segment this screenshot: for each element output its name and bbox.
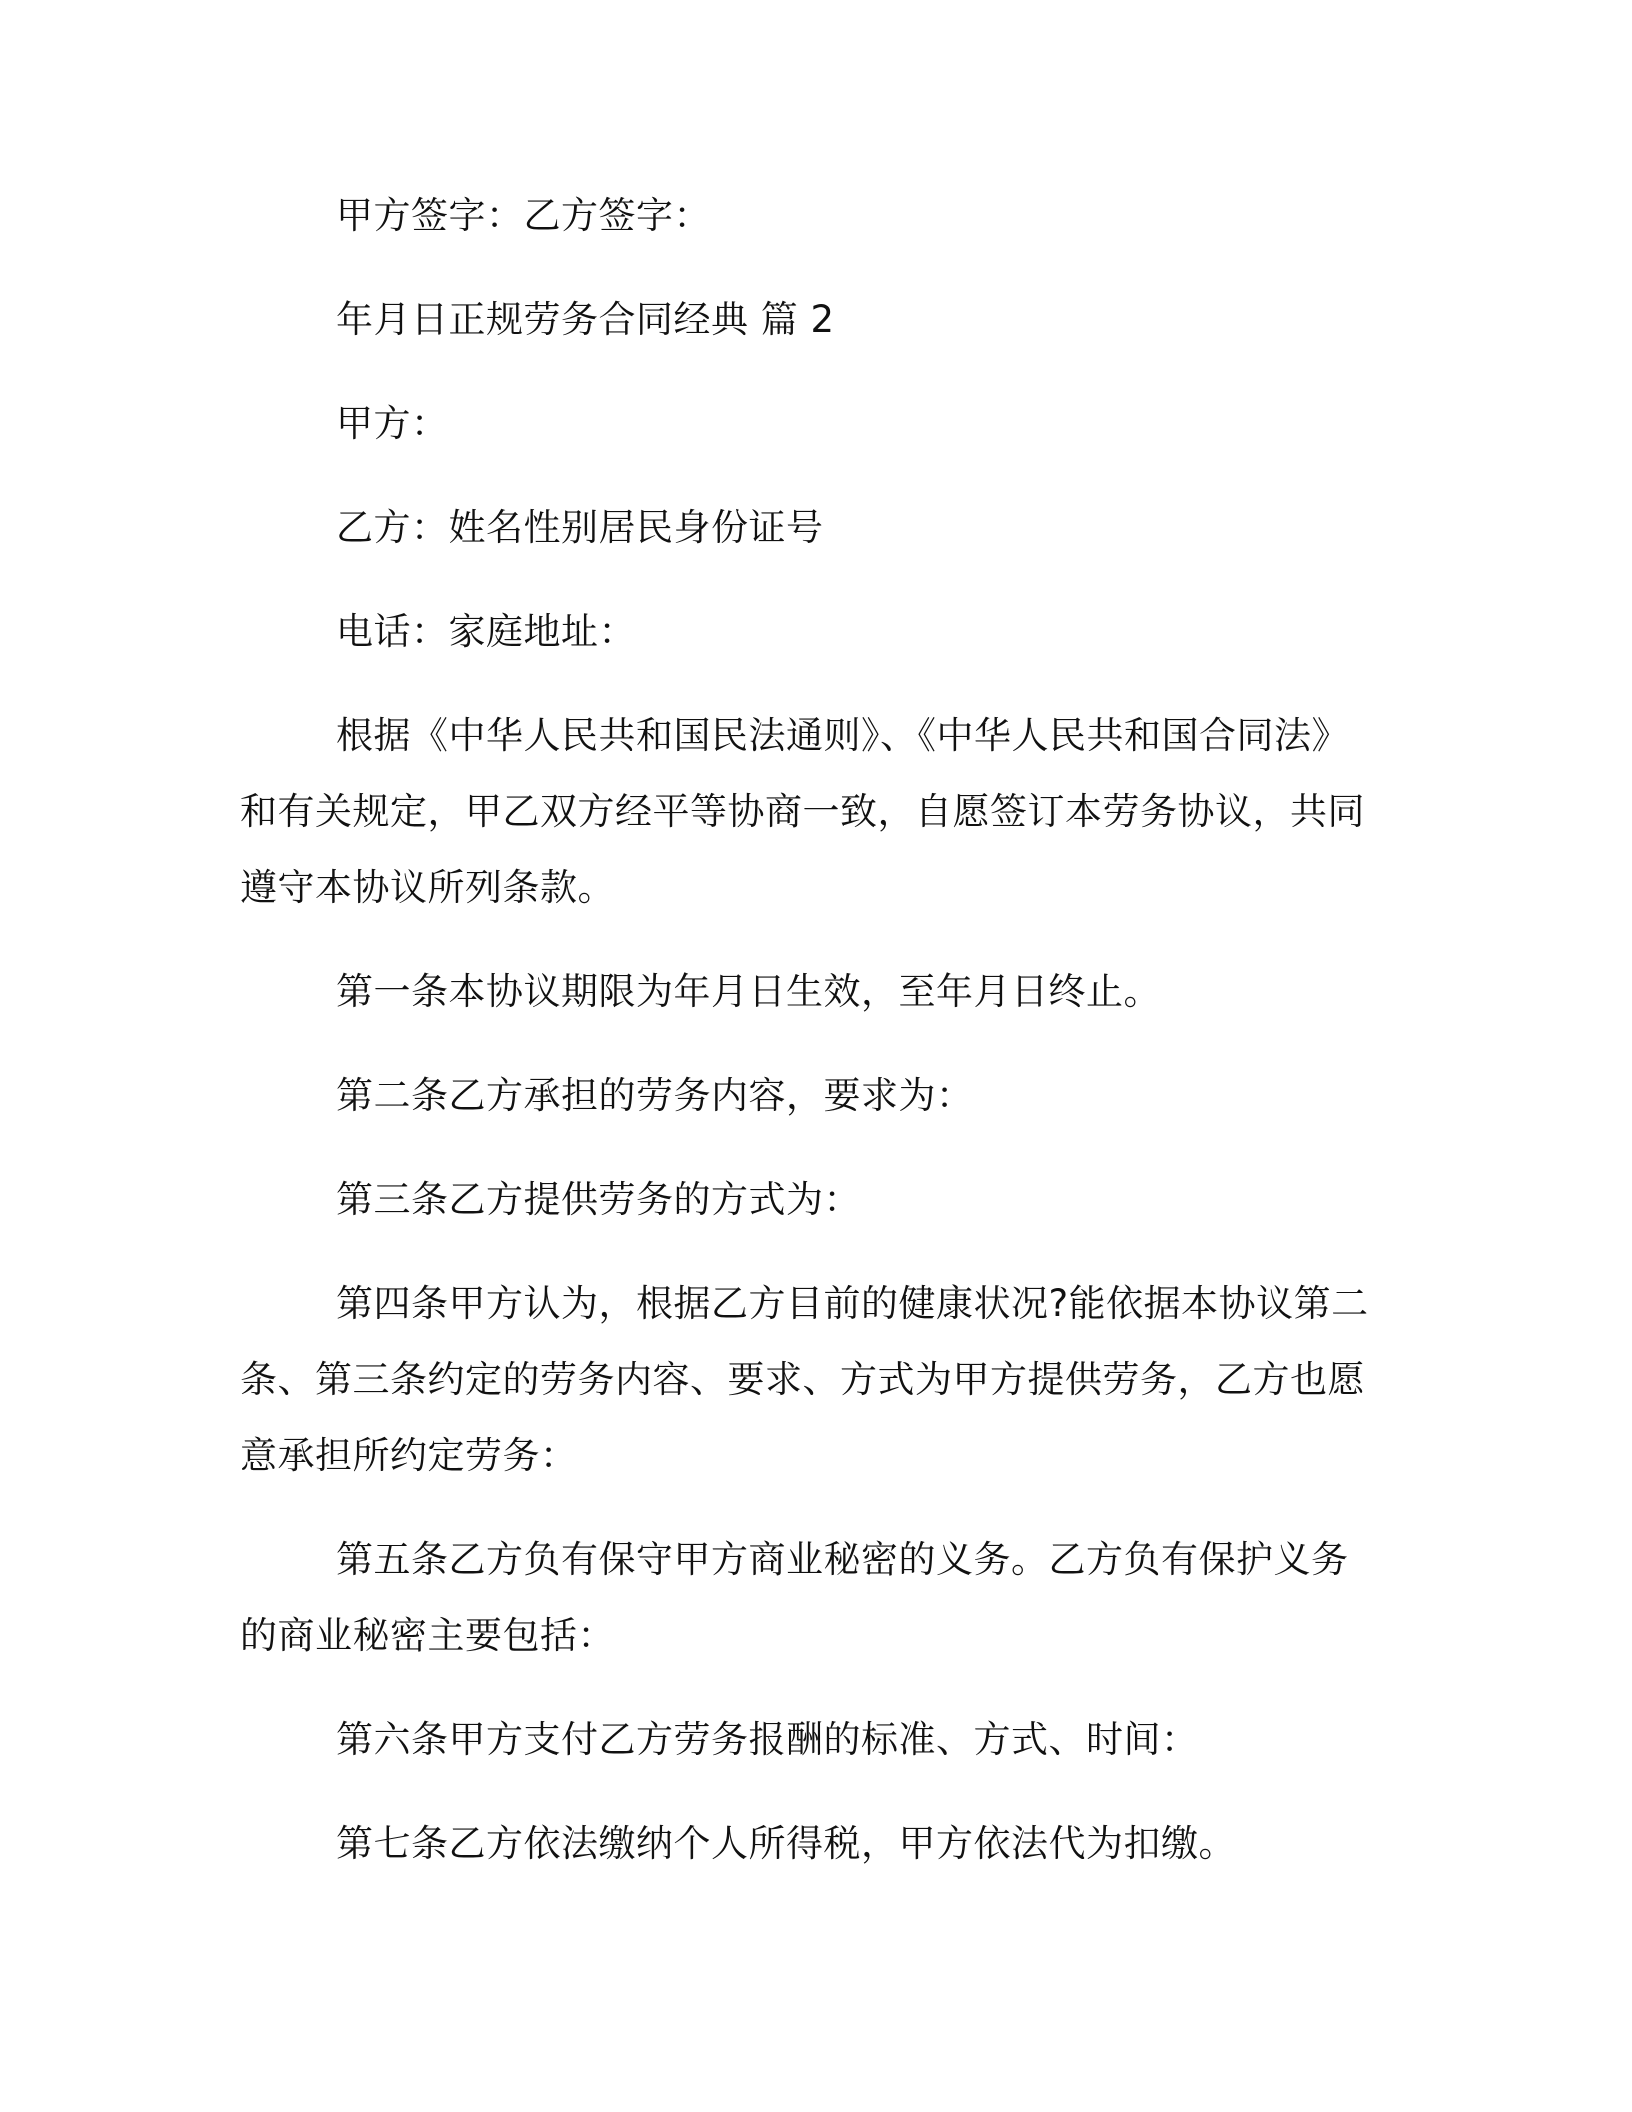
signature-line: 甲方签字：乙方签字： bbox=[336, 194, 711, 237]
article-7: 第七条乙方依法缴纳个人所得税，甲方依法代为扣缴。 bbox=[336, 1822, 1236, 1865]
section-title: 年月日正规劳务合同经典 篇 2 bbox=[336, 298, 835, 341]
preamble-paragraph: 根据《中华人民共和国民法通则》、《中华人民共和国合同法》和有关规定，甲乙双方经平等协商一致，自愿签订本劳务协议，共同遵守本协议所列条款。 bbox=[240, 714, 1365, 909]
article-1: 第一条本协议期限为年月日生效，至年月日终止。 bbox=[336, 970, 1161, 1013]
article-6: 第六条甲方支付乙方劳务报酬的标准、方式、时间： bbox=[336, 1718, 1199, 1761]
party-a-line: 甲方： bbox=[336, 402, 449, 445]
article-3: 第三条乙方提供劳务的方式为： bbox=[336, 1178, 861, 1221]
contact-line: 电话：家庭地址： bbox=[336, 610, 636, 653]
document-body bbox=[240, 178, 1380, 1910]
party-b-line: 乙方：姓名性别居民身份证号 bbox=[336, 506, 824, 549]
article-4: 第四条甲方认为，根据乙方目前的健康状况?能依据本协议第二条、第三条约定的劳务内容、要求、方式为甲方提供劳务，乙方也愿意承担所约定劳务： bbox=[240, 1282, 1369, 1477]
article-2: 第二条乙方承担的劳务内容，要求为： bbox=[336, 1074, 974, 1117]
article-5: 第五条乙方负有保守甲方商业秘密的义务。乙方负有保护义务的商业秘密主要包括： bbox=[240, 1538, 1349, 1657]
